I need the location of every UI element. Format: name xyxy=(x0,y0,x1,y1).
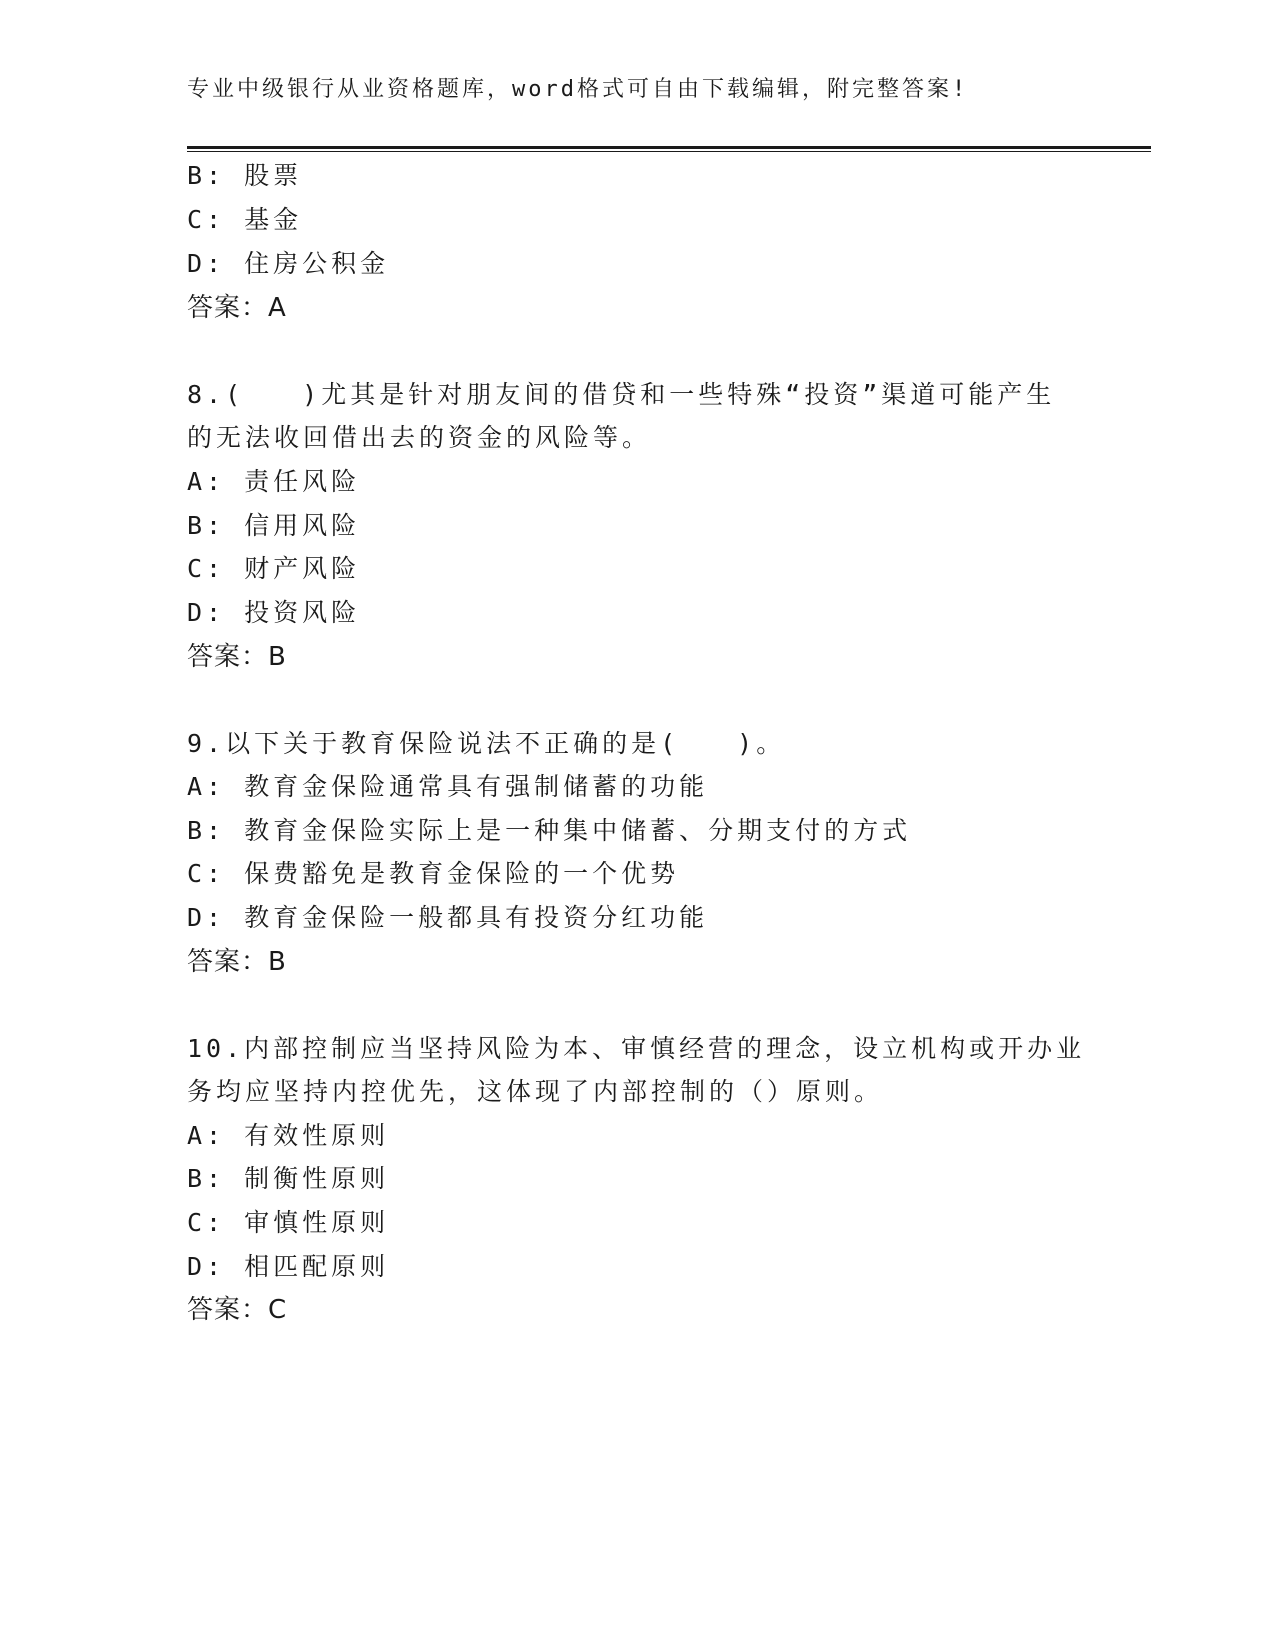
q9-option-a: A: 教育金保险通常具有强制储蓄的功能 xyxy=(187,772,709,801)
q10-answer: 答案：C xyxy=(187,1295,288,1325)
q8-stem-line2: 的无法收回借出去的资金的风险等。 xyxy=(187,423,652,452)
q9-answer: 答案：B xyxy=(187,947,287,977)
header-rule-thin xyxy=(187,151,1151,152)
q7-option-c: C: 基金 xyxy=(187,205,303,234)
q8-option-a: A: 责任风险 xyxy=(187,467,361,496)
q9-option-b: B: 教育金保险实际上是一种集中储蓄、分期支付的方式 xyxy=(187,816,912,845)
q9-stem-line1: 9.以下关于教育保险说法不正确的是( )。 xyxy=(187,729,786,758)
q7-option-b: B: 股票 xyxy=(187,161,303,190)
q7-option-d: D: 住房公积金 xyxy=(187,249,390,278)
q10-stem-line2: 务均应坚持内控优先，这体现了内部控制的（）原则。 xyxy=(187,1077,884,1106)
q8-option-c: C: 财产风险 xyxy=(187,554,361,583)
q10-option-a: A: 有效性原则 xyxy=(187,1121,390,1150)
q10-option-b: B: 制衡性原则 xyxy=(187,1164,390,1193)
q8-stem-line1: 8.( )尤其是针对朋友间的借贷和一些特殊“投资”渠道可能产生 xyxy=(187,380,1056,409)
q10-option-c: C: 审慎性原则 xyxy=(187,1208,390,1237)
q10-option-d: D: 相匹配原则 xyxy=(187,1252,390,1281)
q7-answer: 答案：A xyxy=(187,293,287,323)
q9-option-c: C: 保费豁免是教育金保险的一个优势 xyxy=(187,859,680,888)
q9-option-d: D: 教育金保险一般都具有投资分红功能 xyxy=(187,903,709,932)
q8-answer: 答案：B xyxy=(187,642,287,672)
q10-stem-line1: 10.内部控制应当坚持风险为本、审慎经营的理念，设立机构或开办业 xyxy=(187,1034,1086,1063)
q8-option-d: D: 投资风险 xyxy=(187,598,361,627)
header-rule-thick xyxy=(187,146,1151,149)
q8-option-b: B: 信用风险 xyxy=(187,511,361,540)
page-header: 专业中级银行从业资格题库，word格式可自由下载编辑，附完整答案! xyxy=(187,77,969,102)
